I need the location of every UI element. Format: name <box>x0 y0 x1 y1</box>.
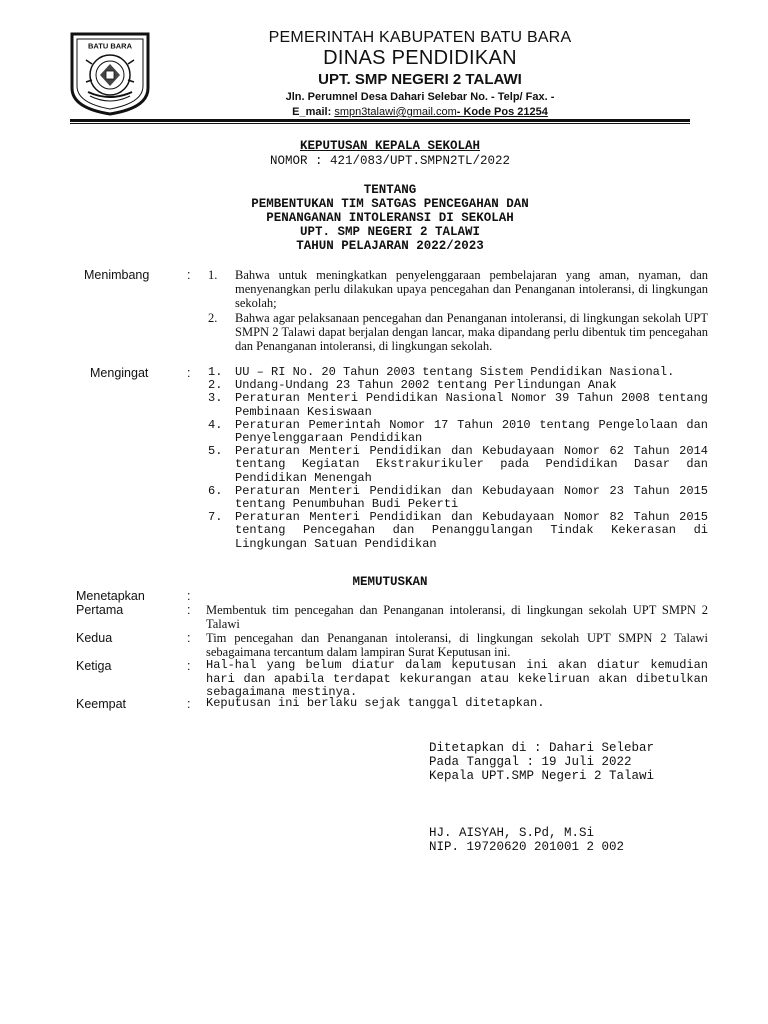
signature-position: Kepala UPT.SMP Negeri 2 Talawi <box>429 769 655 783</box>
item-number: 2. <box>208 310 218 325</box>
menimbang-list <box>208 268 708 353</box>
letterhead-contact <box>170 107 670 118</box>
kedua-colon: : <box>187 631 191 645</box>
email-link[interactable]: smpn3talawi@gmail.com <box>334 106 457 118</box>
kedua-text: Tim pencegahan dan Penanganan intoleransi, di lingkungan sekolah UPT SMPN 2 Talawi sebagaimana tercantum dalam lampiran Surat Keputusan ini. <box>206 631 708 659</box>
item-text: UU – RI No. 20 Tahun 2003 tentang Sistem Pendidikan Nasional. <box>235 365 675 379</box>
letterhead-divider-thin <box>70 123 690 124</box>
item-number: 7. <box>208 510 223 525</box>
list-item <box>208 268 708 311</box>
letterhead-agency: DINAS PENDIDIKAN <box>323 47 517 69</box>
letterhead-address: Jln. Perumnel Desa Dahari Selebar No. - Telp/ Fax. - <box>285 91 555 103</box>
mengingat-list <box>208 366 708 551</box>
signature-nip: NIP. 19720620 201001 2 002 <box>429 840 625 854</box>
keempat-colon: : <box>187 697 191 711</box>
item-text: Bahwa untuk meningkatkan penyelenggaraan pembelajaran yang aman, nyaman, dan menyenangkan perlu dilakukan upaya pencegahan dan Penanganan intoleransi, di lingkungan sekolah; <box>235 268 708 311</box>
logo-text: BATU BARA <box>87 41 133 51</box>
letterhead-school: UPT. SMP NEGERI 2 TALAWI <box>318 71 522 88</box>
signature-place: Ditetapkan di : Dahari Selebar <box>429 741 655 755</box>
list-item <box>208 511 708 551</box>
decree-tentang: TENTANG <box>363 183 417 197</box>
item-text: Peraturan Menteri Pendidikan dan Kebudayaan Nomor 82 Tahun 2015 tentang Pencegahan dan Penanggulangan Tindak Kekerasan di Lingkungan Satuan Pendidikan <box>235 510 708 551</box>
kedua-label: Kedua <box>76 631 113 645</box>
item-number: 6. <box>208 483 223 498</box>
decree-subject-line: UPT. SMP NEGERI 2 TALAWI <box>299 225 481 239</box>
decree-subject-line: TAHUN PELAJARAN 2022/2023 <box>296 239 484 253</box>
menimbang-colon: : <box>187 268 191 282</box>
mengingat-label: Mengingat <box>90 366 149 380</box>
item-number: 1. <box>208 268 218 282</box>
signature-name: HJ. AISYAH, S.Pd, M.Si <box>429 826 595 840</box>
letterhead-divider-thick <box>70 119 690 122</box>
mengingat-colon: : <box>187 366 191 380</box>
item-number: 4. <box>208 417 223 432</box>
pertama-colon: : <box>187 603 191 617</box>
signature-date: Pada Tanggal : 19 Juli 2022 <box>429 755 632 769</box>
ketiga-label: Ketiga <box>76 659 112 673</box>
pertama-text: Membentuk tim pencegahan dan Penanganan intoleransi, di lingkungan sekolah UPT SMPN 2 Talawi <box>206 603 708 631</box>
item-text: Peraturan Menteri Pendidikan dan Kebudayaan Nomor 23 Tahun 2015 tentang Penumbuhan Budi Pekerti <box>235 483 708 512</box>
ketiga-text: Hal-hal yang belum diatur dalam keputusan ini akan diatur kemudian hari dan apabila terdapat kekurangan atau kekeliruan akan dibetulkan sebagaimana mestinya. <box>206 658 708 699</box>
list-item <box>208 445 708 485</box>
decree-heading: KEPUTUSAN KEPALA SEKOLAH <box>299 139 481 153</box>
ketiga-colon: : <box>187 659 191 673</box>
list-item <box>208 392 708 418</box>
item-text: Peraturan Pemerintah Nomor 17 Tahun 2010 tentang Pengelolaan dan Penyelenggaraan Pendidikan <box>235 417 708 446</box>
list-item <box>208 485 708 511</box>
list-item <box>208 419 708 445</box>
decree-subject-line: PENANGANAN INTOLERANSI DI SEKOLAH <box>266 211 514 225</box>
pertama-label: Pertama <box>76 603 124 617</box>
item-text: Undang-Undang 23 Tahun 2002 tentang Perlindungan Anak <box>235 378 617 393</box>
email-label: E_mail: <box>292 106 335 118</box>
keempat-text: Keputusan ini berlaku sejak tanggal ditetapkan. <box>206 696 545 710</box>
menetapkan-colon: : <box>187 589 191 603</box>
batu-bara-logo <box>66 30 154 116</box>
item-number: 3. <box>208 391 223 406</box>
item-number: 1. <box>208 365 223 379</box>
decree-subject-line: PEMBENTUKAN TIM SATGAS PENCEGAHAN DAN <box>251 197 529 211</box>
item-number: 2. <box>208 378 223 393</box>
keempat-label: Keempat <box>76 697 127 711</box>
menetapkan-label: Menetapkan <box>76 589 145 603</box>
decree-number: NOMOR : 421/083/UPT.SMPN2TL/2022 <box>269 154 511 168</box>
letterhead-government: PEMERINTAH KABUPATEN BATU BARA <box>268 29 572 46</box>
letterhead <box>170 30 670 118</box>
item-text: Peraturan Menteri Pendidikan dan Kebudayaan Nomor 62 Tahun 2014 tentang Kegiatan Ekstrakurikuler pada Pendidikan Dasar dan Pendidikan Menengah <box>235 444 708 485</box>
postal-code: - Kode Pos 21254 <box>456 106 548 118</box>
menimbang-label: Menimbang <box>84 268 150 282</box>
memutuskan-heading: MEMUTUSKAN <box>352 575 428 589</box>
list-item <box>208 311 708 354</box>
item-number: 5. <box>208 444 223 459</box>
item-text: Bahwa agar pelaksanaan pencegahan dan Penanganan intoleransi, di lingkungan sekolah UPT SMPN 2 Talawi dapat berjalan dengan lancar, maka dipandang perlu dibentuk tim pencegahan dan Penanganan intoleransi, di lingkungan sekolah. <box>235 310 708 354</box>
item-text: Peraturan Menteri Pendidikan Nasional Nomor 39 Tahun 2008 tentang Pembinaan Kesiswaan <box>235 391 708 419</box>
